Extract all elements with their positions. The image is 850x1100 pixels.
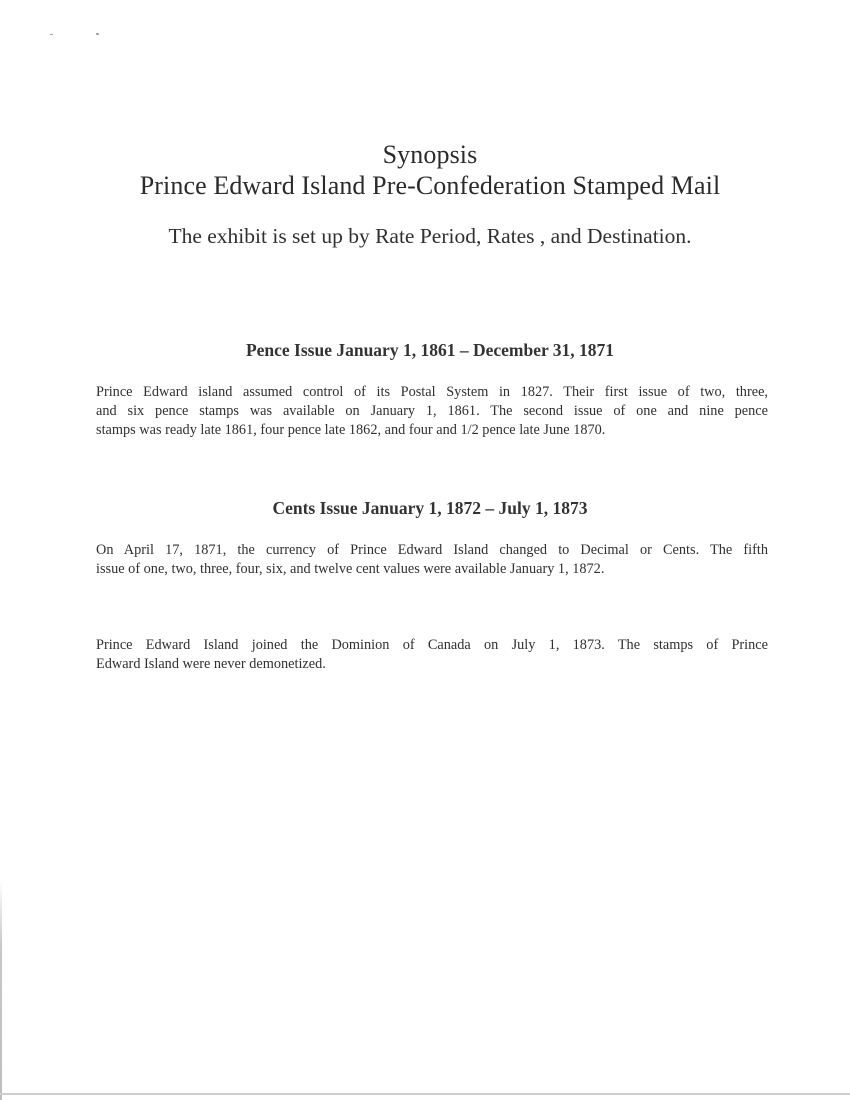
paragraph-line: Prince Edward Island joined the Dominion of Canada on July 1, 1873. The stamps of Prince xyxy=(96,637,768,653)
scan-bottom-edge xyxy=(0,1093,850,1095)
cents-issue-heading: Cents Issue January 1, 1872 – July 1, 1873 xyxy=(272,498,588,518)
confederation-paragraph xyxy=(96,636,768,674)
paragraph-line: and six pence stamps was available on January 1, 1861. The second issue of one and nine pence xyxy=(96,403,768,419)
paragraph-line: Edward Island were never demonetized. xyxy=(96,656,326,672)
scan-left-edge xyxy=(0,880,2,1100)
paragraph-line: stamps was ready late 1861, four pence late 1862, and four and 1/2 pence late June 1870. xyxy=(96,422,606,438)
exhibit-description: The exhibit is set up by Rate Period, Rates , and Destination. xyxy=(168,224,692,248)
scan-speck xyxy=(96,33,99,35)
paragraph-line: issue of one, two, three, four, six, and twelve cent values were available January 1, 1872. xyxy=(96,561,605,577)
paragraph-line: Prince Edward island assumed control of its Postal System in 1827. Their first issue of two, three, xyxy=(96,384,768,400)
pence-issue-heading: Pence Issue January 1, 1861 – December 31, 1871 xyxy=(245,340,615,360)
scan-speck xyxy=(50,34,53,35)
pence-issue-paragraph xyxy=(96,383,768,440)
paragraph-line: On April 17, 1871, the currency of Prince Edward Island changed to Decimal or Cents. The fifth xyxy=(96,542,768,558)
document-title-subject: Prince Edward Island Pre-Confederation Stamped Mail xyxy=(139,171,721,200)
cents-issue-paragraph xyxy=(96,541,768,579)
document-title: Synopsis xyxy=(382,140,478,169)
